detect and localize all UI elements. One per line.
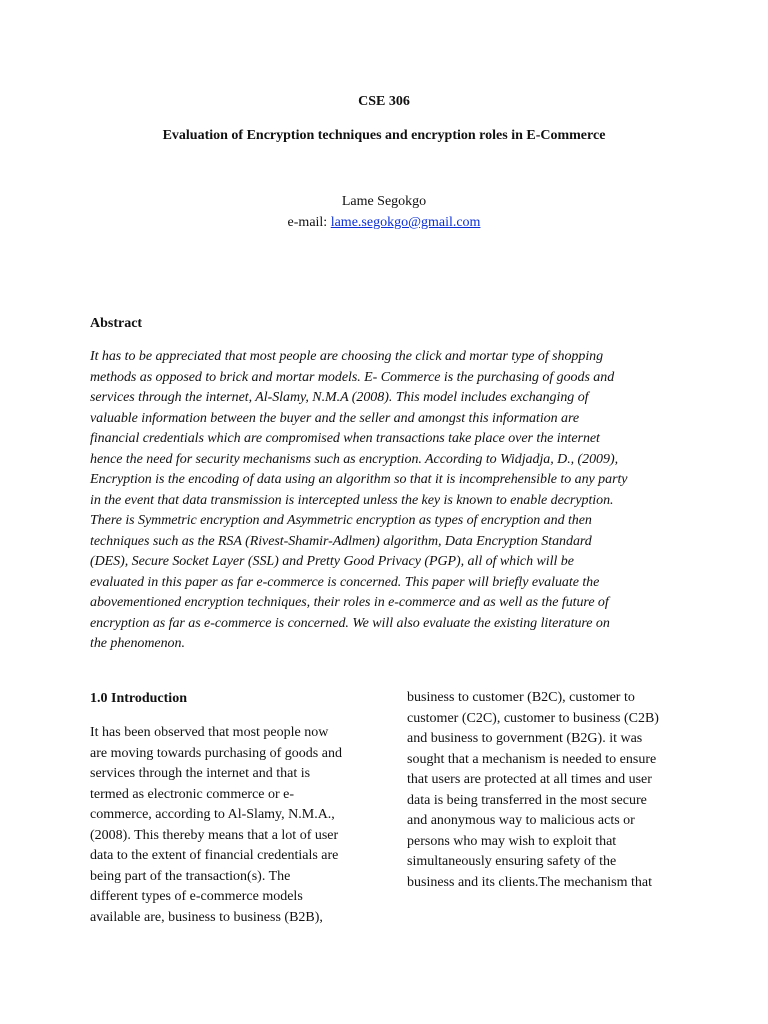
abstract-line: It has to be appreciated that most people are choosing the click and mortar type of shopping [90, 349, 604, 364]
body-line: business to customer (B2C), customer to [407, 690, 635, 705]
abstract-line: services through the internet, Al-Slamy, N.M.A (2008). This model includes exchanging of [90, 390, 589, 405]
email-label: e-mail: [287, 215, 331, 230]
body-line: available are, business to business (B2B), [90, 909, 323, 925]
abstract-line: Encryption is the encoding of data using an algorithm so that it is incomprehensible to any party [90, 472, 628, 487]
body-line: and anonymous way to malicious acts or [407, 813, 635, 828]
body-line: are moving towards purchasing of goods and [90, 745, 342, 761]
paper-title: Evaluation of Encryption techniques and encryption roles in E-Commerce [162, 128, 606, 143]
abstract-line: evaluated in this paper as far e-commerce is concerned. This paper will briefly evaluate the [90, 574, 600, 590]
body-line: It has been observed that most people now [90, 725, 329, 740]
left-column [90, 689, 380, 928]
author-name: Lame Segokgo [341, 194, 427, 209]
body-line: business and its clients.The mechanism that [407, 874, 652, 890]
abstract-line: hence the need for security mechanisms such as encryption. According to Widjadja, D., (2009), [90, 451, 619, 467]
course-code: CSE 306 [358, 94, 410, 109]
body-line: simultaneously ensuring safety of the [407, 854, 617, 869]
body-line: persons who may wish to exploit that [407, 833, 617, 849]
abstract-line: There is Symmetric encryption and Asymmetric encryption as types of encryption and then [90, 513, 592, 528]
body-line: customer (C2C), customer to business (C2B) [407, 710, 659, 726]
abstract-line: in the event that data transmission is intercepted unless the key is known to enable decryption. [90, 492, 614, 508]
body-line: (2008). This thereby means that a lot of user [90, 827, 339, 843]
abstract-line: (DES), Secure Socket Layer (SSL) and Pretty Good Privacy (PGP), all of which will be [90, 554, 574, 569]
author-email-line [0, 213, 768, 233]
abstract-line: financial credentials which are compromised when transactions take place over the internet [90, 431, 600, 446]
body-line: that users are protected at all times and user [407, 772, 652, 787]
body-line: different types of e-commerce models [90, 889, 303, 904]
abstract-line: the phenomenon. [90, 636, 185, 651]
abstract-line: methods as opposed to brick and mortar models. E- Commerce is the purchasing of goods and [90, 369, 615, 385]
body-line: data to the extent of financial credentials are [90, 848, 339, 863]
body-line: commerce, according to Al-Slamy, N.M.A., [90, 807, 335, 822]
abstract-line: abovementioned encryption techniques, their roles in e-commerce and as well as the future of [90, 595, 609, 610]
body-line: termed as electronic commerce or e- [90, 786, 295, 802]
abstract-heading: Abstract [90, 316, 143, 331]
abstract-body [90, 347, 682, 655]
body-line: sought that a mechanism is needed to ensure [407, 751, 657, 767]
body-line: being part of the transaction(s). The [90, 868, 291, 884]
introduction-heading: 1.0 Introduction [90, 691, 187, 706]
body-line: data is being transferred in the most secure [407, 792, 647, 808]
body-line: services through the internet and that is [90, 766, 311, 781]
abstract-line: valuable information between the buyer and the seller and amongst this information are [90, 410, 580, 426]
introduction-right-text [407, 688, 697, 893]
body-line: and business to government (B2G). it was [407, 731, 643, 746]
abstract-line: encryption as far as e-commerce is concerned. We will also evaluate the existing literature on [90, 615, 610, 631]
introduction-left-text [90, 723, 380, 928]
abstract-line: techniques such as the RSA (Rivest-Shamir-Adlmen) algorithm, Data Encryption Standard [90, 533, 592, 549]
email-link[interactable]: lame.segokgo@gmail.com [330, 215, 481, 230]
right-column [407, 688, 697, 893]
